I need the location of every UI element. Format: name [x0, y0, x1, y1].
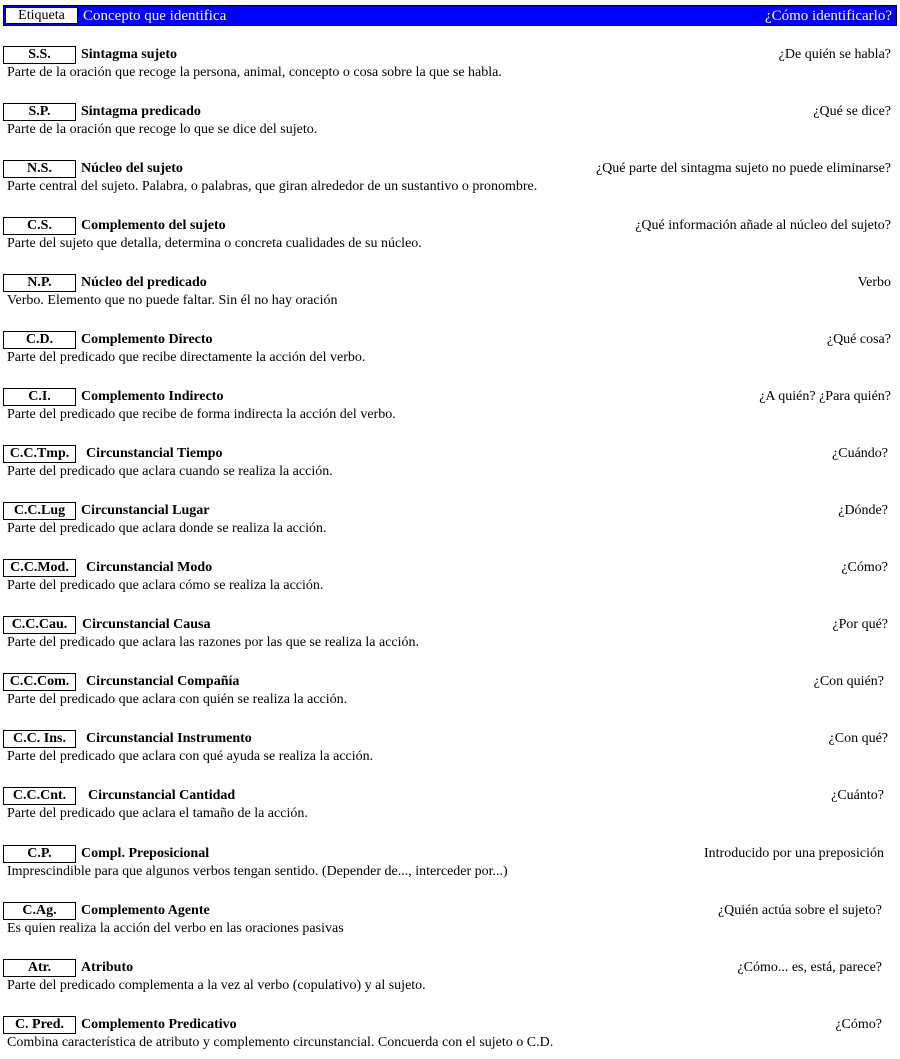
row-concept-name: Compl. Preposicional	[81, 846, 210, 861]
row-tag-label: N.P.	[3, 274, 76, 292]
row-identify-question: ¿De quién se habla?	[778, 47, 891, 62]
row-concept-name: Circunstancial Instrumento	[86, 731, 252, 746]
row-tag-label: C.C.Cau.	[3, 616, 76, 634]
table-row	[0, 46, 900, 84]
row-concept-name: Sintagma sujeto	[81, 47, 178, 62]
row-description: Parte del predicado que aclara cuando se realiza la acción.	[7, 464, 333, 479]
row-tag-label: C.I.	[3, 388, 76, 406]
row-concept-name: Circunstancial Tiempo	[86, 446, 223, 461]
table-row	[0, 331, 900, 369]
row-description: Parte del predicado que aclara con quién se realiza la acción.	[7, 692, 348, 707]
row-concept-name: Circunstancial Modo	[86, 560, 213, 575]
row-tag-label: C.C. Ins.	[3, 730, 76, 748]
table-row	[0, 103, 900, 141]
row-concept-name: Núcleo del sujeto	[81, 161, 183, 176]
header-concept-label: Concepto que identifica	[83, 8, 227, 24]
row-identify-question: ¿Qué parte del sintagma sujeto no puede eliminarse?	[595, 161, 891, 176]
row-concept-name: Complemento Indirecto	[81, 389, 224, 404]
row-identify-question: ¿Dónde?	[838, 503, 888, 518]
table-row	[0, 388, 900, 426]
row-concept-name: Sintagma predicado	[81, 104, 201, 119]
row-tag-label: S.P.	[3, 103, 76, 121]
row-description: Parte de la oración que recoge la persona, animal, concepto o cosa sobre la que se habla.	[7, 65, 502, 80]
row-concept-name: Atributo	[81, 960, 134, 975]
row-description: Imprescindible para que algunos verbos tengan sentido. (Depender de..., interceder por...)	[7, 864, 508, 879]
row-identify-question: ¿Por qué?	[832, 617, 888, 632]
row-description: Combina característica de atributo y complemento circunstancial. Concuerda con el sujeto o C.D.	[7, 1035, 554, 1050]
table-row	[0, 1016, 900, 1054]
row-concept-name: Complemento del sujeto	[81, 218, 226, 233]
row-tag-label: C.Ag.	[3, 902, 76, 920]
row-identify-question: ¿Qué información añade al núcleo del sujeto?	[635, 218, 891, 233]
table-row	[0, 445, 900, 483]
table-header	[3, 5, 897, 26]
row-description: Parte del predicado que recibe directamente la acción del verbo.	[7, 350, 366, 365]
row-tag-label: C.P.	[3, 845, 76, 863]
row-description: Parte central del sujeto. Palabra, o palabras, que giran alrededor de un sustantivo o pronombre.	[7, 179, 538, 194]
row-identify-question: ¿Cuándo?	[832, 446, 888, 461]
row-tag-label: C.C.Cnt.	[3, 787, 76, 805]
row-identify-question: ¿Cuánto?	[831, 788, 884, 803]
row-concept-name: Circunstancial Lugar	[81, 503, 210, 518]
row-identify-question: ¿Con qué?	[828, 731, 888, 746]
table-row	[0, 959, 900, 997]
row-tag-label: C.D.	[3, 331, 76, 349]
row-description: Verbo. Elemento que no puede faltar. Sin él no hay oración	[7, 293, 338, 308]
table-row	[0, 673, 900, 711]
table-row	[0, 559, 900, 597]
table-row	[0, 217, 900, 255]
row-concept-name: Complemento Predicativo	[81, 1017, 237, 1032]
row-tag-label: C.C.Com.	[3, 673, 76, 691]
row-identify-question: ¿Cómo?	[835, 1017, 882, 1032]
table-row	[0, 160, 900, 198]
header-how-label: ¿Cómo identificarlo?	[764, 8, 892, 24]
table-row	[0, 730, 900, 768]
row-description: Parte del predicado que recibe de forma indirecta la acción del verbo.	[7, 407, 396, 422]
table-row	[0, 845, 900, 883]
row-identify-question: ¿Qué se dice?	[813, 104, 891, 119]
row-concept-name: Complemento Agente	[81, 903, 210, 918]
row-identify-question: Verbo	[857, 275, 891, 290]
row-concept-name: Circunstancial Cantidad	[88, 788, 236, 803]
row-concept-name: Circunstancial Causa	[82, 617, 211, 632]
row-tag-label: C.C.Tmp.	[3, 445, 76, 463]
row-tag-label: N.S.	[3, 160, 76, 178]
row-concept-name: Núcleo del predicado	[81, 275, 207, 290]
table-row	[0, 787, 900, 825]
table-row	[0, 902, 900, 940]
row-identify-question: ¿Con quién?	[813, 674, 884, 689]
row-identify-question: ¿Cómo?	[841, 560, 888, 575]
row-description: Parte del predicado complementa a la vez al verbo (copulativo) y al sujeto.	[7, 978, 426, 993]
row-identify-question: ¿Quién actúa sobre el sujeto?	[717, 903, 882, 918]
row-tag-label: C.S.	[3, 217, 76, 235]
row-description: Parte del predicado que aclara donde se realiza la acción.	[7, 521, 327, 536]
row-description: Parte del predicado que aclara con qué ayuda se realiza la acción.	[7, 749, 374, 764]
row-tag-label: C.C.Lug	[3, 502, 76, 520]
row-identify-question: ¿Cómo... es, está, parece?	[737, 960, 882, 975]
header-tag-label: Etiqueta	[5, 7, 78, 24]
row-description: Parte del sujeto que detalla, determina o concreta cualidades de su núcleo.	[7, 236, 422, 251]
row-tag-label: C. Pred.	[3, 1016, 76, 1034]
row-concept-name: Circunstancial Compañía	[86, 674, 240, 689]
row-tag-label: S.S.	[3, 46, 76, 64]
row-description: Parte del predicado que aclara cómo se realiza la acción.	[7, 578, 324, 593]
row-description: Es quien realiza la acción del verbo en las oraciones pasivas	[7, 921, 344, 936]
row-description: Parte de la oración que recoge lo que se dice del sujeto.	[7, 122, 318, 137]
row-description: Parte del predicado que aclara las razones por las que se realiza la acción.	[7, 635, 420, 650]
row-identify-question: Introducido por una preposición	[703, 846, 884, 861]
table-row	[0, 616, 900, 654]
row-concept-name: Complemento Directo	[81, 332, 213, 347]
row-description: Parte del predicado que aclara el tamaño de la acción.	[7, 806, 308, 821]
row-identify-question: ¿Qué cosa?	[826, 332, 891, 347]
table-row	[0, 274, 900, 312]
row-identify-question: ¿A quién? ¿Para quién?	[759, 389, 891, 404]
table-row	[0, 502, 900, 540]
row-tag-label: C.C.Mod.	[3, 559, 76, 577]
row-tag-label: Atr.	[3, 959, 76, 977]
